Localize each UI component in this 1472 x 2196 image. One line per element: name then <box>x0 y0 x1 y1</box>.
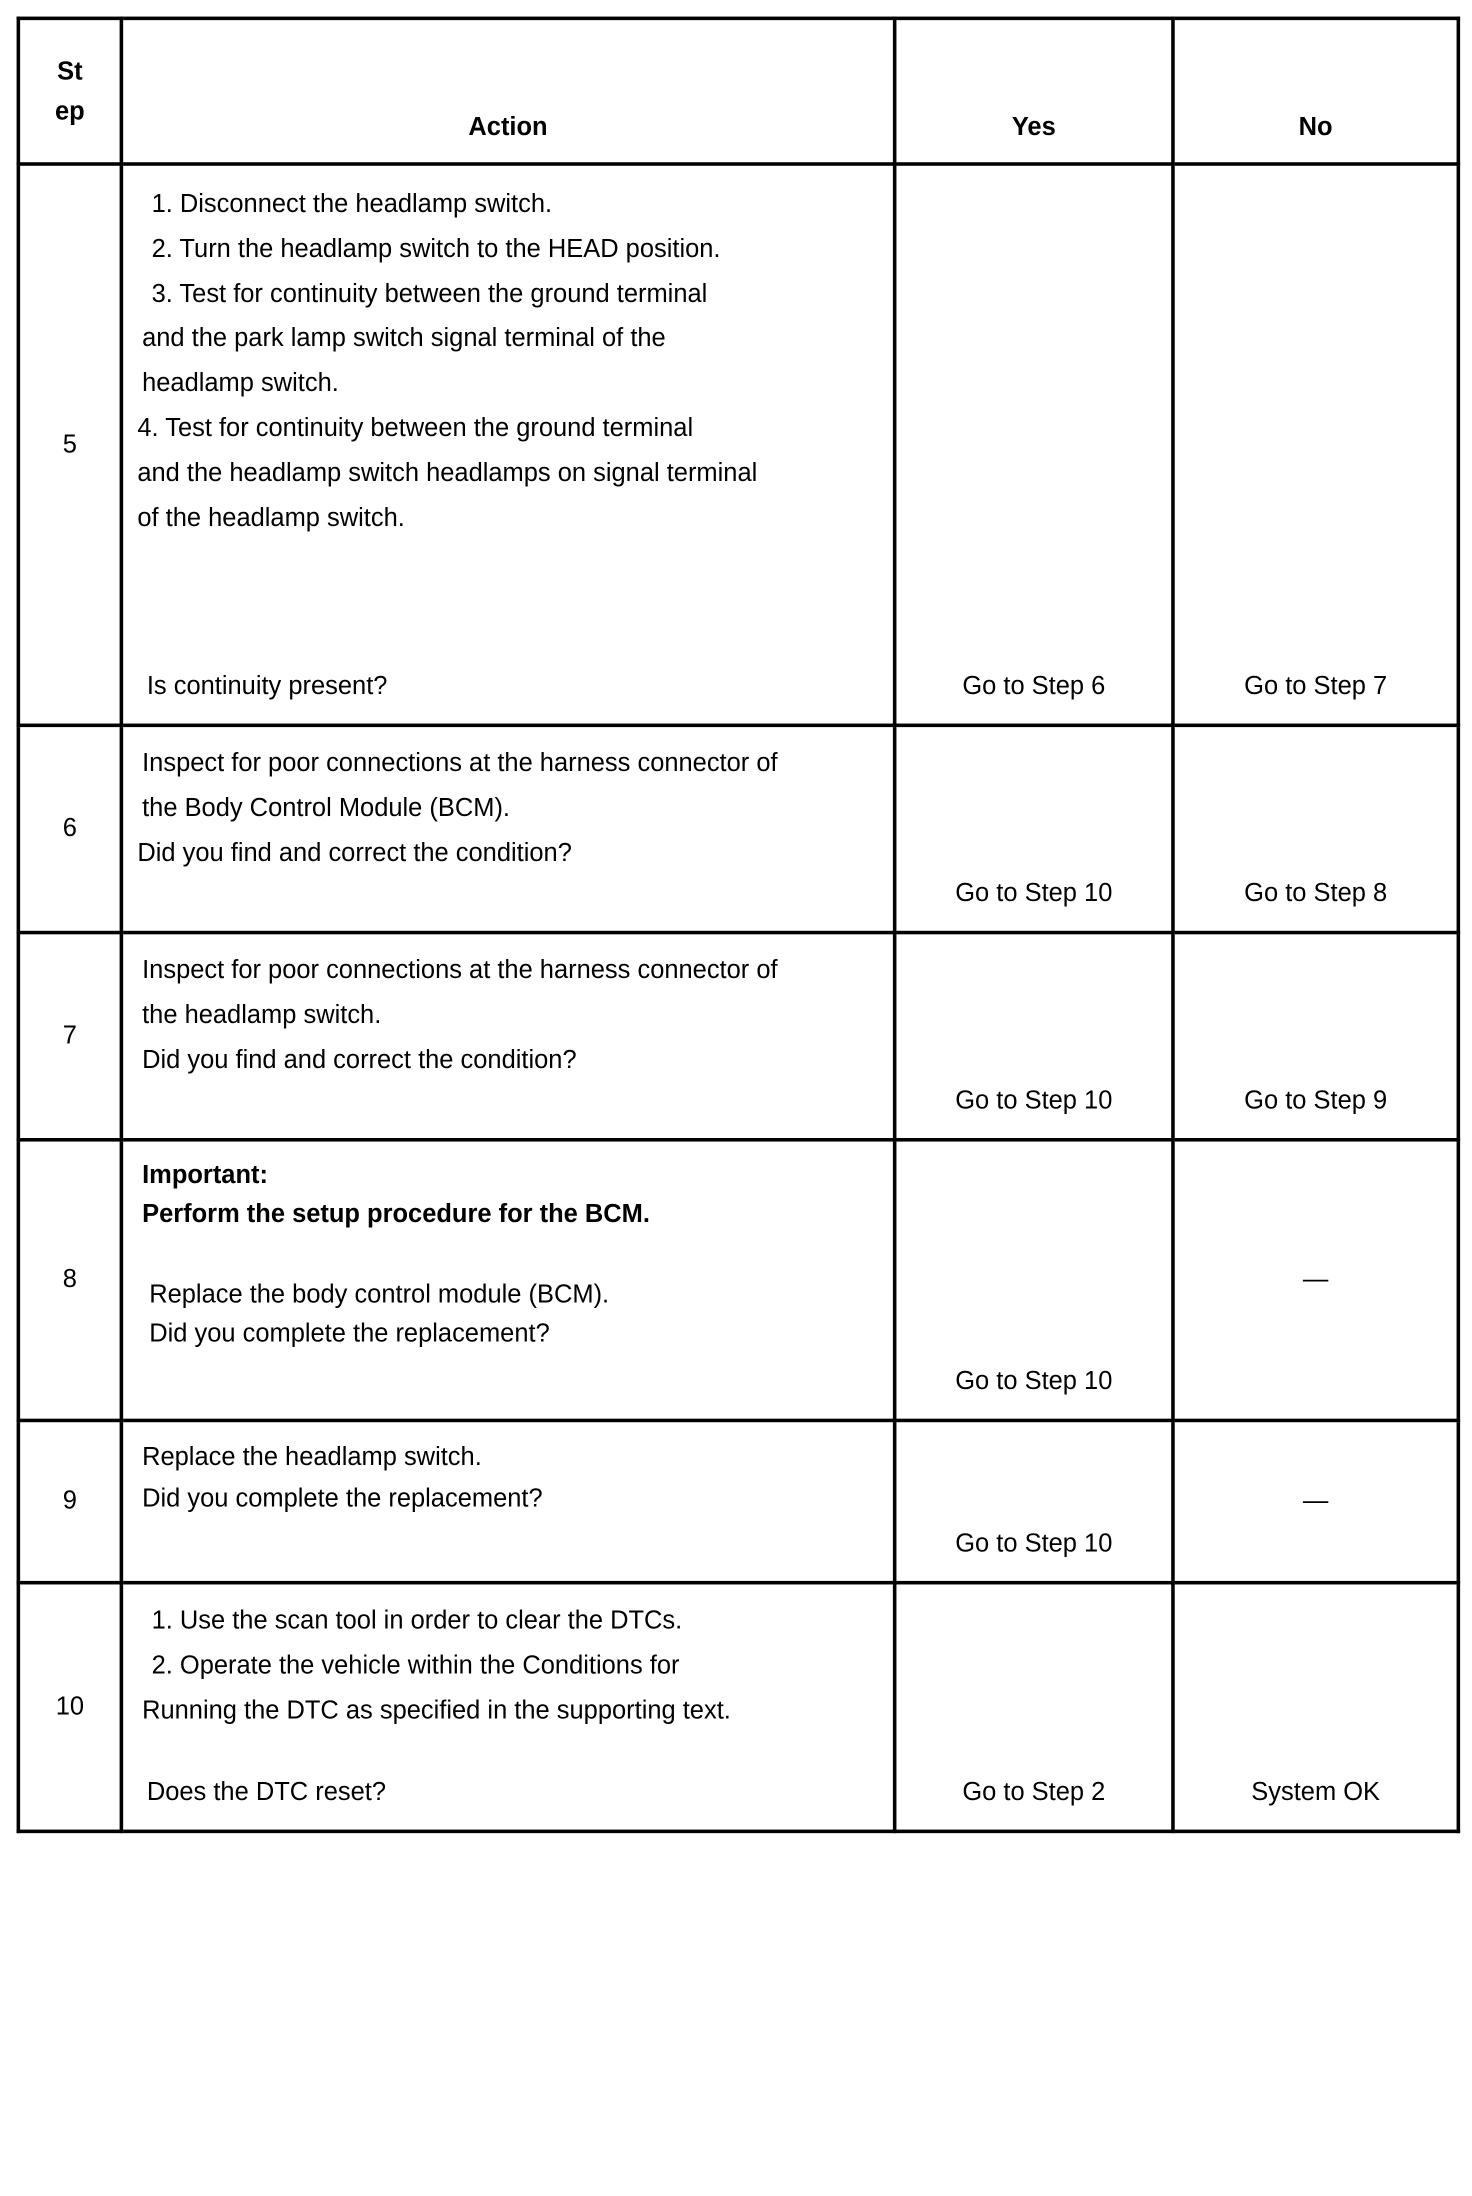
yes-cell <box>895 933 1173 1140</box>
no-cell <box>1173 164 1458 725</box>
step-number: 6 <box>18 725 121 932</box>
step-number: 10 <box>18 1583 121 1832</box>
action-cell <box>121 725 894 932</box>
action-cell <box>121 933 894 1140</box>
action-line: 2. Turn the headlamp switch to the HEAD position. <box>151 234 721 263</box>
header-row <box>18 18 1458 164</box>
no-link: Go to Step 9 <box>1244 1086 1388 1115</box>
action-question: Is continuity present? <box>146 671 388 701</box>
header-no: No <box>1173 18 1458 164</box>
yes-cell <box>895 164 1173 725</box>
action-line: Did you complete the replacement? <box>149 1319 550 1348</box>
important-label: Important: <box>142 1160 268 1189</box>
diagnostic-table <box>17 17 1461 1834</box>
action-line: and the headlamp switch headlamps on signal terminal <box>137 458 758 487</box>
action-cell <box>121 1140 894 1421</box>
yes-cell <box>895 1140 1173 1421</box>
action-line: and the park lamp switch signal terminal of the <box>142 323 666 353</box>
yes-cell <box>895 1420 1173 1582</box>
action-line: Replace the body control module (BCM). <box>149 1279 610 1309</box>
action-line: Running the DTC as specified in the supporting text. <box>142 1695 731 1724</box>
step-number: 8 <box>18 1140 121 1421</box>
action-line: of the headlamp switch. <box>137 503 405 532</box>
no-dash: — <box>1302 1264 1329 1294</box>
action-line: 1. Disconnect the headlamp switch. <box>151 189 553 218</box>
action-line: Inspect for poor connections at the harness connector of <box>142 955 778 985</box>
no-cell <box>1173 1583 1458 1832</box>
table-row <box>18 1140 1458 1421</box>
step-number: 7 <box>18 933 121 1140</box>
action-line: Did you complete the replacement? <box>142 1484 543 1513</box>
yes-link: Go to Step 2 <box>962 1777 1106 1807</box>
action-cell <box>121 1420 894 1582</box>
no-dash: — <box>1302 1486 1329 1515</box>
table-row <box>18 164 1458 725</box>
no-cell <box>1173 1140 1458 1421</box>
no-link: Go to Step 7 <box>1244 671 1388 701</box>
header-yes: Yes <box>895 18 1173 164</box>
action-cell <box>121 1583 894 1832</box>
no-cell <box>1173 725 1458 932</box>
action-line: Replace the headlamp switch. <box>142 1442 482 1471</box>
yes-link: Go to Step 10 <box>955 1529 1113 1558</box>
table-row <box>18 1420 1458 1582</box>
action-line: headlamp switch. <box>142 368 339 398</box>
action-cell <box>121 164 894 725</box>
no-link: Go to Step 8 <box>1244 878 1388 908</box>
header-action: Action <box>121 18 894 164</box>
yes-cell <box>895 725 1173 932</box>
no-cell <box>1173 933 1458 1140</box>
no-cell <box>1173 1420 1458 1582</box>
step-number: 5 <box>18 164 121 725</box>
action-question: Does the DTC reset? <box>146 1777 386 1807</box>
action-line: 3. Test for continuity between the ground terminal <box>151 279 708 308</box>
yes-link: Go to Step 10 <box>955 1366 1113 1396</box>
table-row <box>18 1583 1458 1832</box>
action-line: Did you find and correct the condition? <box>137 838 572 867</box>
important-text: Perform the setup procedure for the BCM. <box>142 1199 650 1229</box>
action-line: 1. Use the scan tool in order to clear the DTCs. <box>151 1605 683 1635</box>
action-line: the Body Control Module (BCM). <box>142 793 511 822</box>
no-link: System OK <box>1251 1777 1381 1807</box>
action-line: 2. Operate the vehicle within the Conditions for <box>151 1650 680 1679</box>
header-step: St ep <box>18 18 121 164</box>
table-row <box>18 933 1458 1140</box>
yes-link: Go to Step 6 <box>962 671 1106 701</box>
action-line: 4. Test for continuity between the ground terminal <box>137 413 694 442</box>
yes-cell <box>895 1583 1173 1832</box>
yes-link: Go to Step 10 <box>955 1086 1113 1115</box>
yes-link: Go to Step 10 <box>955 878 1113 908</box>
step-number: 9 <box>18 1420 121 1582</box>
table-row <box>18 725 1458 932</box>
action-line: Did you find and correct the condition? <box>142 1045 577 1074</box>
action-line: Inspect for poor connections at the harness connector of <box>142 748 778 777</box>
action-line: the headlamp switch. <box>142 1000 382 1029</box>
